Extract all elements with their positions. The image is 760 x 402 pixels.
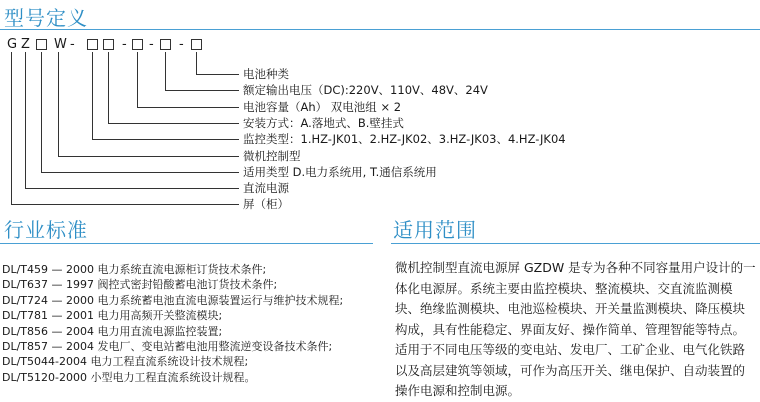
tree-connector — [42, 52, 240, 173]
standards-divider — [0, 243, 373, 244]
code-separator: - — [122, 37, 127, 52]
standard-item: DL/T781 — 2001 电力用高频开关整流模块; — [2, 309, 223, 323]
tree-connector — [197, 52, 240, 75]
standard-item: DL/T5044-2004 电力工程直流系统设计技术规程; — [2, 355, 249, 369]
scope-divider — [391, 243, 760, 244]
standard-item: DL/T857 — 2004 发电厂、变电站蓄电池用整流逆变设备技术条件; — [2, 339, 333, 353]
model-code-label: 监控类型：1.HZ-JK01、2.HZ-JK02、3.HZ-JK03、4.HZ-JK04 — [243, 132, 566, 146]
code-separator: - — [149, 37, 154, 52]
model-code-label: 电池种类 — [243, 67, 289, 81]
code-letter: G — [7, 37, 18, 52]
code-separator: - — [179, 37, 184, 52]
standard-item: DL/T5120-2000 小型电力工程直流系统设计规程。 — [2, 370, 256, 384]
standard-item: DL/T459 — 2000 电力系统直流电源柜订货技术条件; — [2, 263, 267, 276]
tree-connector — [59, 52, 240, 157]
scope-title: 适用范围 — [393, 218, 477, 242]
tree-connector — [26, 52, 240, 189]
model-code-label: 安装方式：A.落地式、B.壁挂式 — [243, 116, 404, 130]
code-separator: - — [70, 37, 75, 52]
tree-connector — [109, 52, 240, 124]
model-code-label: 微机控制型 — [243, 149, 301, 163]
model-definition-title: 型号定义 — [4, 6, 88, 30]
code-letter: Z — [21, 37, 30, 52]
model-code-label: 屏（柜） — [243, 197, 289, 211]
tree-connector — [138, 52, 240, 108]
scope-description — [395, 258, 757, 402]
model-code-label: 电池容量（Ah） 双电池组 × 2 — [243, 100, 402, 114]
model-code-label: 直流电源 — [243, 181, 289, 195]
model-code-label: 适用类型 D.电力系统用, T.通信系统用 — [243, 165, 437, 179]
standards-title: 行业标准 — [4, 218, 88, 242]
standard-item: DL/T724 — 2000 电力系统蓄电池直流电源装置运行与维护技术规程; — [2, 293, 344, 307]
standard-item: DL/T856 — 2004 电力用直流电源监控装置; — [2, 324, 223, 338]
scope-paragraph: 微机控制型直流电源屏 GZDW 是专为各种不同容量用户设计的一体化电源屏。系统主要由监控模块、整流模块、交直流监测模块、绝缘监测模块、电池巡检模块、开关量监测模块、降压模块构成，具有性能稳定、界面友好、操作简单、管理智能等特点。 — [395, 260, 756, 337]
model-code-label: 额定输出电压（DC):220V、110V、48V、24V — [243, 83, 488, 97]
tree-connector — [166, 52, 240, 91]
standards-list — [2, 262, 343, 385]
scope-paragraph: 适用于不同电压等级的变电站、发电厂、工矿企业、电气化铁路以及高层建筑等领域，可作为高压开关、继电保护、自动装置的操作电源和控制电源。 — [395, 342, 746, 398]
standard-item: DL/T637 — 1997 阀控式密封铅酸蓄电池订货技术条件; — [2, 278, 278, 292]
code-letter: W — [54, 37, 67, 52]
